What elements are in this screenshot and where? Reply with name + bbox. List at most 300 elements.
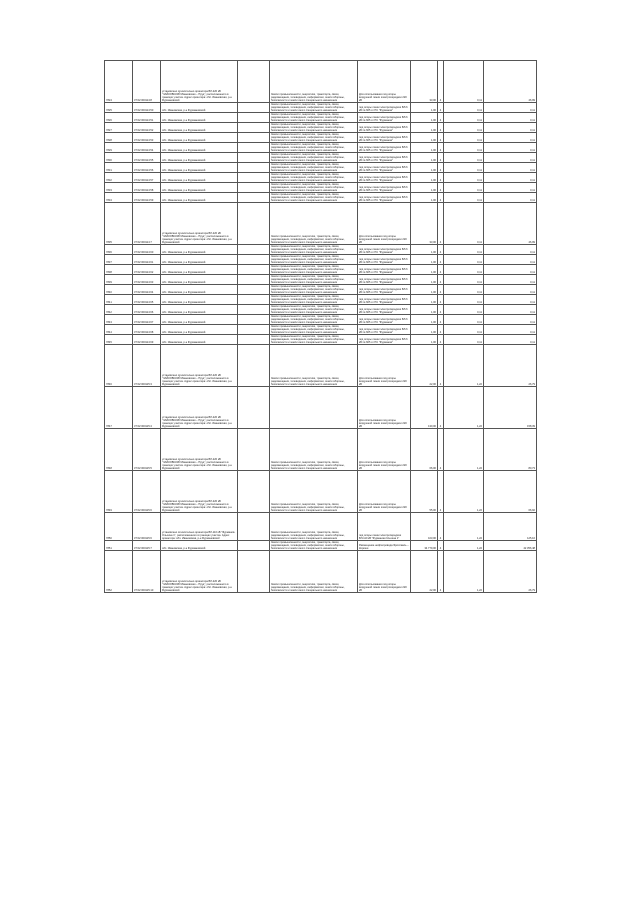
cell-unit: 4 <box>438 325 444 335</box>
table-row <box>105 295 537 305</box>
cell-unit: 4 <box>438 133 444 143</box>
cell-cat: Земли промышленности, энергетики, транспорта, связи, радиовещания, телевидения, информатики, земли обороны, безопасности и земли иного специального назначения <box>270 315 358 325</box>
cell-cad: 37:02:000114:8 <box>133 61 161 103</box>
cell-cat: Земли промышленности, энергетики, транспорта, связи, радиовещания, телевидения, информатики, земли обороны, безопасности и земли иного специального назначения <box>270 345 358 387</box>
cell-addr: обл. Ивановская, р-н Фурмановский <box>161 123 238 133</box>
cell-num: 0,11 <box>444 103 484 113</box>
cell-use: под опоры линии электропередачи ВЛ-110 кВ "Фурманов-Ольхина 1" <box>358 513 411 541</box>
cell-use: Для использования под опоры воздушной линии электропередачи 220 кВ <box>358 471 411 513</box>
table-row <box>105 245 537 255</box>
cell-cad: 37:02:000114:54 <box>133 143 161 153</box>
cell-sum: 0,11 <box>484 325 537 335</box>
cell-use: под опоры линии электропередачи ВЛ-6 кВ № 605 от ПС "Фурманов" <box>358 153 411 163</box>
cell-cat: Земли промышленности, энергетики, транспорта, связи, радиовещания, телевидения, информатики, земли обороны, безопасности и земли иного специального назначения <box>270 61 358 103</box>
cell-cad: 37:02:000114:64 <box>133 285 161 295</box>
cell-cad: 37:02:000115:3 <box>133 345 161 387</box>
cell-sum: 0,11 <box>484 103 537 113</box>
cell-num: 0,11 <box>444 295 484 305</box>
cell-cat: Земли промышленности, энергетики, транспорта, связи, радиовещания, телевидения, информатики, земли обороны, безопасности и земли иного специального назначения <box>270 429 358 471</box>
table-row <box>105 193 537 203</box>
cell-num: 0,11 <box>444 61 484 103</box>
cell-sum: 0,11 <box>484 183 537 193</box>
cell-empty <box>238 345 270 387</box>
cell-empty <box>238 113 270 123</box>
cell-cad: 37:02:000114:69 <box>133 335 161 345</box>
table-row <box>105 133 537 143</box>
cell-use: Для использования под опоры воздушной линии электропередачи 220 кВ <box>358 61 411 103</box>
table-row <box>105 203 537 245</box>
cell-unit: 4 <box>438 193 444 203</box>
cell-area: 66,00 <box>411 429 438 471</box>
cell-num: 0,11 <box>444 265 484 275</box>
cell-unit: 4 <box>438 305 444 315</box>
cell-cat: Земли промышленности, энергетики, транспорта, связи, радиовещания, телевидения, информатики, земли обороны, безопасности и земли иного специального назначения <box>270 173 358 183</box>
table-row <box>105 429 537 471</box>
table-body <box>105 61 537 593</box>
cell-empty <box>238 315 270 325</box>
cell-sum: 26,79 <box>484 551 537 593</box>
cell-use: под опоры линии электропередачи ВЛ-6 кВ № 605 от ПС "Фурманов" <box>358 133 411 143</box>
cell-cat: Земли промышленности, энергетики, транспорта, связи, радиовещания, телевидения, информатики, земли обороны, безопасности и земли иного специального назначения <box>270 133 358 143</box>
cell-use: под опоры линии электропередачи ВЛ-6 кВ № 605 от ПС "Фурманов" <box>358 265 411 275</box>
table-row <box>105 123 537 133</box>
cell-num: 0,11 <box>444 183 484 193</box>
cell-area: 1,00 <box>411 305 438 315</box>
cell-cat: Земли промышленности, энергетики, транспорта, связи, радиовещания, телевидения, информатики, земли обороны, безопасности и земли иного специального назначения <box>270 103 358 113</box>
cell-addr: обл. Ивановская, р-н Фурмановский <box>161 265 238 275</box>
cell-unit: 4 <box>438 285 444 295</box>
cell-area: 1,00 <box>411 123 438 133</box>
cell-sum: 0,11 <box>484 123 537 133</box>
cell-unit: 4 <box>438 173 444 183</box>
cell-cat: Земли промышленности, энергетики, транспорта, связи, радиовещания, телевидения, информатики, земли обороны, безопасности и земли иного специального назначения <box>270 325 358 335</box>
cell-cad: 37:02:000114:50 <box>133 103 161 113</box>
cell-addr: установлено относительно ориентира ВЛ-220 кВ "ЧАЙКОВСКИЙ Ивановская – Пруд", расположенного в границах участка. Адрес ориентира: обл. Ивановская, р-н Фурмановский <box>161 203 238 245</box>
cell-use: Для использования под опоры воздушной линии электропередачи 220 кВ <box>358 203 411 245</box>
cell-id: 7833 <box>105 183 133 193</box>
cell-area: 1,00 <box>411 275 438 285</box>
cell-sum: 0,11 <box>484 113 537 123</box>
cell-sum: 0,11 <box>484 143 537 153</box>
cell-cat: Земли промышленности, энергетики, транспорта, связи, радиовещания, телевидения, информатики, земли обороны, безопасности и земли иного специального назначения <box>270 471 358 513</box>
cell-cad: 37:02:000115:5 <box>133 429 161 471</box>
cell-num: 1,22 <box>444 345 484 387</box>
cell-cad: 37:02:000115:4 <box>133 387 161 429</box>
cell-sum: 0,11 <box>484 265 537 275</box>
cell-cat: Земли промышленности, энергетики, транспорта, связи, радиовещания, телевидения, информатики, земли обороны, безопасности и земли иного специального назначения <box>270 551 358 593</box>
cell-cat: Земли промышленности, энергетики, транспорта, связи, радиовещания, телевидения, информатики, земли обороны, безопасности и земли иного специального назначения <box>270 295 358 305</box>
cell-cat: Земли промышленности, энергетики, транспорта, связи, радиовещания, телевидения, информатики, земли обороны, безопасности и земли иного специального назначения <box>270 163 358 173</box>
cell-num: 1,22 <box>444 541 484 551</box>
cell-cad: 37:02:000114:51 <box>133 113 161 123</box>
table-row <box>105 163 537 173</box>
cell-num: 0,11 <box>444 153 484 163</box>
cell-sum: 0,11 <box>484 133 537 143</box>
cell-empty <box>238 245 270 255</box>
cell-empty <box>238 133 270 143</box>
cell-empty <box>238 275 270 285</box>
cell-cat: Земли промышленности, энергетики, транспорта, связи, радиовещания, телевидения, информатики, земли обороны, безопасности и земли иного специального назначения <box>270 143 358 153</box>
cell-sum: 0,11 <box>484 255 537 265</box>
cell-cat: Земли промышленности, энергетики, транспорта, связи, радиовещания, телевидения, информатики, земли обороны, безопасности и земли иного специального назначения <box>270 123 358 133</box>
cell-unit: 4 <box>438 295 444 305</box>
cell-use: под опоры линии электропередачи ВЛ-6 кВ № 605 от ПС "Фурманов" <box>358 335 411 345</box>
cell-empty <box>238 471 270 513</box>
cell-use: под опоры линии электропередачи ВЛ-6 кВ № 605 от ПС "Фурманов" <box>358 255 411 265</box>
cell-id: 7835 <box>105 203 133 245</box>
cell-unit: 4 <box>438 61 444 103</box>
cell-unit: 4 <box>438 513 444 541</box>
cell-empty <box>238 255 270 265</box>
cell-cad: 37:02:000114:65 <box>133 295 161 305</box>
cell-use: под опоры линии электропередачи ВЛ-6 кВ № 605 от ПС "Фурманов" <box>358 173 411 183</box>
cell-unit: 4 <box>438 541 444 551</box>
cell-use: под опоры линии электропередачи ВЛ-6 кВ № 605 от ПС "Фурманов" <box>358 305 411 315</box>
cell-sum: 0,11 <box>484 315 537 325</box>
cell-cat <box>270 387 358 429</box>
cell-addr: обл. Ивановская, р-н Фурмановский <box>161 163 238 173</box>
cell-empty <box>238 61 270 103</box>
cell-unit: 4 <box>438 265 444 275</box>
cell-cat: Земли промышленности, энергетики, транспорта, связи, радиовещания, телевидения, информатики, земли обороны, безопасности и земли иного специального назначения <box>270 255 358 265</box>
cell-cat: Земли промышленности, энергетики, транспорта, связи, радиовещания, телевидения, информатики, земли обороны, безопасности и земли иного специального назначения <box>270 113 358 123</box>
cell-num: 0,11 <box>444 305 484 315</box>
cell-id: 7838 <box>105 265 133 275</box>
cell-cad: 37:02:000114:57 <box>133 173 161 183</box>
cell-num: 0,11 <box>444 315 484 325</box>
cell-area: 130,00 <box>411 387 438 429</box>
cell-sum: 26,79 <box>484 345 537 387</box>
cell-empty <box>238 173 270 183</box>
cell-addr: обл. Ивановская, р-н Фурмановский <box>161 275 238 285</box>
cell-area: 1,00 <box>411 315 438 325</box>
cell-unit: 4 <box>438 143 444 153</box>
cell-unit: 4 <box>438 113 444 123</box>
cell-cad: 37:02:000115:6 <box>133 471 161 513</box>
cell-area: 1,00 <box>411 255 438 265</box>
cell-area: 1,00 <box>411 163 438 173</box>
cell-area: 22,00 <box>411 345 438 387</box>
cell-use: под опоры линии электропередачи ВЛ-6 кВ № 605 от ПС "Фурманов" <box>358 325 411 335</box>
cell-id: 7841 <box>105 295 133 305</box>
cell-use: под опоры линии электропередачи ВЛ-6 кВ № 605 от ПС "Фурманов" <box>358 113 411 123</box>
cell-addr: обл. Ивановская, р-н Фурмановский <box>161 305 238 315</box>
cell-empty <box>238 143 270 153</box>
cell-area: 34 779,00 <box>411 541 438 551</box>
cell-cad: 37:02:000114:62 <box>133 265 161 275</box>
cell-area: 1,00 <box>411 173 438 183</box>
cell-sum: 0,11 <box>484 193 537 203</box>
cell-area: 1,00 <box>411 183 438 193</box>
cell-cat: Земли промышленности, энергетики, транспорта, связи, радиовещания, телевидения, информатики, земли обороны, безопасности и земли иного специального назначения <box>270 203 358 245</box>
cell-empty <box>238 429 270 471</box>
cell-area: 1,00 <box>411 153 438 163</box>
cell-num: 1,22 <box>444 387 484 429</box>
cell-cad: 37:02:000114:60 <box>133 245 161 255</box>
table-row <box>105 315 537 325</box>
cell-sum: 66,92 <box>484 471 537 513</box>
cell-use: Для использования под опоры воздушной линии электропередачи 220 кВ <box>358 345 411 387</box>
table-row <box>105 61 537 103</box>
cell-id: 7852 <box>105 551 133 593</box>
cell-id: 7827 <box>105 123 133 133</box>
cell-use: под опоры линии электропередачи ВЛ-6 кВ № 605 от ПС "Фурманов" <box>358 295 411 305</box>
cell-use: под опоры линии электропередачи ВЛ-6 кВ № 605 от ПС "Фурманов" <box>358 245 411 255</box>
cell-use: Для использования под опоры воздушной линии электропередачи 220 кВ <box>358 551 411 593</box>
cell-id: 7829 <box>105 143 133 153</box>
cell-addr: обл. Ивановская, р-н Фурмановский <box>161 295 238 305</box>
cell-cat: Земли промышленности, энергетики, транспорта, связи, радиовещания, телевидения, информатики, земли обороны, безопасности и земли иного специального назначения <box>270 541 358 551</box>
cell-addr: обл. Ивановская, р-н Фурмановский <box>161 285 238 295</box>
cell-unit: 4 <box>438 275 444 285</box>
cell-addr: обл. Ивановская, р-н Фурмановский <box>161 315 238 325</box>
cell-use: Для использования под опоры воздушной линии электропередачи 220 кВ <box>358 387 411 429</box>
land-plot-table <box>104 60 537 593</box>
cell-area: 1,00 <box>411 335 438 345</box>
cell-addr: обл. Ивановская, р-н Фурмановский <box>161 541 238 551</box>
cell-area: 1,00 <box>411 143 438 153</box>
cell-sum: 46,99 <box>484 203 537 245</box>
cell-area: 1,00 <box>411 113 438 123</box>
cell-use: под опоры линии электропередачи ВЛ-6 кВ № 605 от ПС "Фурманов" <box>358 163 411 173</box>
cell-num: 0,11 <box>444 255 484 265</box>
cell-area: 55,00 <box>411 471 438 513</box>
cell-addr: установлено относительно ориентира ВЛ-220 кВ "ЧАЙКОВСКИЙ Ивановская – Пруд", расположенного в границах участка. Адрес ориентира: обл. Ивановская, р-н Фурмановский <box>161 551 238 593</box>
cell-num: 0,11 <box>444 285 484 295</box>
cell-cad: 37:02:000114:67 <box>133 315 161 325</box>
cell-cat: Земли промышленности, энергетики, транспорта, связи, радиовещания, телевидения, информатики, земли обороны, безопасности и земли иного специального назначения <box>270 305 358 315</box>
cell-area: 1,00 <box>411 295 438 305</box>
cell-num: 1,22 <box>444 551 484 593</box>
cell-use: под опоры линии электропередачи ВЛ-6 кВ № 605 от ПС "Фурманов" <box>358 315 411 325</box>
cell-num: 0,11 <box>444 143 484 153</box>
table-row <box>105 305 537 315</box>
table-row <box>105 153 537 163</box>
cell-unit: 4 <box>438 429 444 471</box>
cell-unit: 4 <box>438 245 444 255</box>
cell-addr: обл. Ивановская, р-н Фурмановский <box>161 173 238 183</box>
cell-id: 7851 <box>105 541 133 551</box>
cell-id: 7836 <box>105 245 133 255</box>
cell-empty <box>238 513 270 541</box>
cell-addr: установлено относительно ориентира ВЛ-220 кВ "ЧАЙКОВСКИЙ Ивановская – Пруд", расположенного в границах участка. Адрес ориентира: обл. Ивановская, р-н Фурмановский <box>161 471 238 513</box>
cell-addr: обл. Ивановская, р-н Фурмановский <box>161 335 238 345</box>
cell-addr: обл. Ивановская, р-н Фурмановский <box>161 245 238 255</box>
cell-empty <box>238 193 270 203</box>
cell-unit: 4 <box>438 335 444 345</box>
cell-area: 1,00 <box>411 265 438 275</box>
cell-empty <box>238 387 270 429</box>
cell-num: 0,11 <box>444 193 484 203</box>
cell-num: 0,11 <box>444 325 484 335</box>
table-row <box>105 541 537 551</box>
cell-num: 0,11 <box>444 123 484 133</box>
cell-id: 7845 <box>105 335 133 345</box>
cell-area: 1,00 <box>411 103 438 113</box>
table-row <box>105 471 537 513</box>
cell-empty <box>238 153 270 163</box>
cell-cad: 37:02:000115:10 <box>133 551 161 593</box>
cell-area: 1,00 <box>411 133 438 143</box>
cell-cad: 37:02:000115:7 <box>133 541 161 551</box>
cell-id: 7849 <box>105 471 133 513</box>
table-row <box>105 143 537 153</box>
cell-addr: установлено относительно ориентира ВЛ-220 кВ "ЧАЙКОВСКИЙ Ивановская – Пруд", расположенного в границах участка. Адрес ориентира: обл. Ивановская, р-н Фурмановский <box>161 429 238 471</box>
cell-addr: обл. Ивановская, р-н Фурмановский <box>161 153 238 163</box>
cell-cad: 37:02:000114:55 <box>133 153 161 163</box>
cell-area: 22,00 <box>411 551 438 593</box>
cell-unit: 4 <box>438 387 444 429</box>
cell-id: 7830 <box>105 153 133 163</box>
cell-addr: обл. Ивановская, р-н Фурмановский <box>161 103 238 113</box>
cell-id: 7844 <box>105 325 133 335</box>
cell-unit: 4 <box>438 551 444 593</box>
cell-id: 7831 <box>105 163 133 173</box>
table-row <box>105 345 537 387</box>
cell-addr: обл. Ивановская, р-н Фурмановский <box>161 143 238 153</box>
table-row <box>105 103 537 113</box>
cell-num: 0,11 <box>444 203 484 245</box>
cell-cad: 37:02:000114:61 <box>133 255 161 265</box>
cell-empty <box>238 335 270 345</box>
cell-sum: 0,11 <box>484 335 537 345</box>
cell-empty <box>238 295 270 305</box>
cell-unit: 4 <box>438 471 444 513</box>
cell-empty <box>238 203 270 245</box>
cell-use: под опоры линии электропередачи ВЛ-6 кВ № 605 от ПС "Фурманов" <box>358 275 411 285</box>
cell-sum: 0,11 <box>484 305 537 315</box>
cell-num: 0,11 <box>444 275 484 285</box>
table-row <box>105 255 537 265</box>
cell-empty <box>238 541 270 551</box>
cell-sum: 46,99 <box>484 61 537 103</box>
cell-empty <box>238 163 270 173</box>
cell-addr: установлено относительно ориентира ВЛ-110 кВ "Фурманов-Ольхина 1", расположенного в границах участка. Адрес ориентира: обл. Ивановская, р-н Фурмановский <box>161 513 238 541</box>
table-row <box>105 183 537 193</box>
cell-addr: установлено относительно ориентира ВЛ-220 кВ "ЧАЙКОВСКИЙ Ивановская – Пруд", расположенного в границах участка. Адрес ориентира: обл. Ивановская, р-н Фурмановский <box>161 387 238 429</box>
table-row <box>105 275 537 285</box>
table-row <box>105 551 537 593</box>
cell-use: под опоры линии электропередачи ВЛ-6 кВ № 605 от ПС "Фурманов" <box>358 103 411 113</box>
cell-use: под опоры линии электропередачи ВЛ-6 кВ № 605 от ПС "Фурманов" <box>358 143 411 153</box>
cell-cat: Земли промышленности, энергетики, транспорта, связи, радиовещания, телевидения, информатики, земли обороны, безопасности и земли иного специального назначения <box>270 513 358 541</box>
cell-area: 33,00 <box>411 61 438 103</box>
cell-area: 33,00 <box>411 203 438 245</box>
cell-cad: 37:02:000114:52 <box>133 123 161 133</box>
cell-num: 1,22 <box>444 513 484 541</box>
cell-area: 103,00 <box>411 513 438 541</box>
cell-area: 1,00 <box>411 325 438 335</box>
cell-id: 7828 <box>105 133 133 143</box>
cell-use: под опоры линии электропередачи ВЛ-6 кВ № 605 от ПС "Фурманов" <box>358 183 411 193</box>
cell-sum: 125,16 <box>484 513 537 541</box>
cell-unit: 4 <box>438 345 444 387</box>
cell-unit: 4 <box>438 183 444 193</box>
cell-unit: 4 <box>438 203 444 245</box>
cell-id: 7847 <box>105 387 133 429</box>
cell-addr: установлено относительно ориентира ВЛ-220 кВ "ЧАЙКОВСКИЙ Ивановская – Пруд", расположенного в границах участка. Адрес ориентира: обл. Ивановская, р-н Фурмановский <box>161 61 238 103</box>
cell-cat: Земли промышленности, энергетики, транспорта, связи, радиовещания, телевидения, информатики, земли обороны, безопасности и земли иного специального назначения <box>270 245 358 255</box>
cell-addr: обл. Ивановская, р-н Фурмановский <box>161 113 238 123</box>
cell-addr: обл. Ивановская, р-н Фурмановский <box>161 193 238 203</box>
cell-cat: Земли промышленности, энергетики, транспорта, связи, радиовещания, телевидения, информатики, земли обороны, безопасности и земли иного специального назначения <box>270 285 358 295</box>
cell-id: 7825 <box>105 103 133 113</box>
table-row <box>105 285 537 295</box>
cell-use: Размещение нефтепровода Ярославль – Кириши <box>358 541 411 551</box>
cell-num: 0,11 <box>444 173 484 183</box>
cell-unit: 4 <box>438 255 444 265</box>
cell-area: 1,00 <box>411 193 438 203</box>
cell-sum: 0,11 <box>484 245 537 255</box>
cell-empty <box>238 325 270 335</box>
cell-id: 7840 <box>105 285 133 295</box>
cell-num: 0,11 <box>444 335 484 345</box>
cell-area: 1,00 <box>411 245 438 255</box>
cell-id: 7839 <box>105 275 133 285</box>
cell-empty <box>238 183 270 193</box>
cell-use: Для использования под опоры воздушной линии электропередачи 220 кВ <box>358 429 411 471</box>
table-row <box>105 173 537 183</box>
cell-id: 7826 <box>105 113 133 123</box>
cell-cat: Земли промышленности, энергетики, транспорта, связи, радиовещания, телевидения, информатики, земли обороны, безопасности и земли иного специального назначения <box>270 153 358 163</box>
cell-unit: 4 <box>438 103 444 113</box>
cell-use: под опоры линии электропередачи ВЛ-6 кВ № 605 от ПС "Фурманов" <box>358 123 411 133</box>
cell-addr: обл. Ивановская, р-н Фурмановский <box>161 183 238 193</box>
cell-empty <box>238 305 270 315</box>
cell-id: 7846 <box>105 345 133 387</box>
document-page <box>104 60 536 593</box>
cell-num: 1,22 <box>444 471 484 513</box>
cell-cad: 37:02:000114:68 <box>133 325 161 335</box>
cell-id: 7832 <box>105 173 133 183</box>
cell-sum: 0,11 <box>484 285 537 295</box>
cell-empty <box>238 103 270 113</box>
cell-sum: 158,39 <box>484 387 537 429</box>
cell-cad: 37:02:000114:59 <box>133 193 161 203</box>
cell-id: 7834 <box>105 193 133 203</box>
table-row <box>105 265 537 275</box>
cell-id: 7842 <box>105 305 133 315</box>
cell-addr: установлено относительно ориентира ВЛ-220 кВ "ЧАЙКОВСКИЙ Ивановская – Пруд", расположенного в границах участка. Адрес ориентира: обл. Ивановская, р-н Фурмановский <box>161 345 238 387</box>
cell-use: под опоры линии электропередачи ВЛ-6 кВ № 605 от ПС "Фурманов" <box>358 285 411 295</box>
cell-empty <box>238 265 270 275</box>
cell-unit: 4 <box>438 123 444 133</box>
cell-addr: обл. Ивановская, р-н Фурмановский <box>161 325 238 335</box>
cell-cad: 37:02:000114:56 <box>133 163 161 173</box>
cell-empty <box>238 123 270 133</box>
table-row <box>105 325 537 335</box>
cell-num: 0,11 <box>444 163 484 173</box>
cell-num: 0,11 <box>444 245 484 255</box>
table-row <box>105 113 537 123</box>
cell-addr: обл. Ивановская, р-н Фурмановский <box>161 133 238 143</box>
cell-id: 7837 <box>105 255 133 265</box>
cell-num: 0,11 <box>444 133 484 143</box>
cell-sum: 80,73 <box>484 429 537 471</box>
cell-cat: Земли промышленности, энергетики, транспорта, связи, радиовещания, телевидения, информатики, земли обороны, безопасности и земли иного специального назначения <box>270 193 358 203</box>
cell-unit: 4 <box>438 153 444 163</box>
cell-sum: 0,11 <box>484 153 537 163</box>
cell-num: 1,22 <box>444 429 484 471</box>
cell-id: 7848 <box>105 429 133 471</box>
cell-sum: 0,11 <box>484 173 537 183</box>
table-row <box>105 513 537 541</box>
cell-cat: Земли промышленности, энергетики, транспорта, связи, радиовещания, телевидения, информатики, земли обороны, безопасности и земли иного специального назначения <box>270 335 358 345</box>
cell-cat: Земли промышленности, энергетики, транспорта, связи, радиовещания, телевидения, информатики, земли обороны, безопасности и земли иного специального назначения <box>270 275 358 285</box>
cell-cat: Земли промышленности, энергетики, транспорта, связи, радиовещания, телевидения, информатики, земли обороны, безопасности и земли иного специального назначения <box>270 265 358 275</box>
cell-id: 7843 <box>105 315 133 325</box>
cell-addr: обл. Ивановская, р-н Фурмановский <box>161 255 238 265</box>
